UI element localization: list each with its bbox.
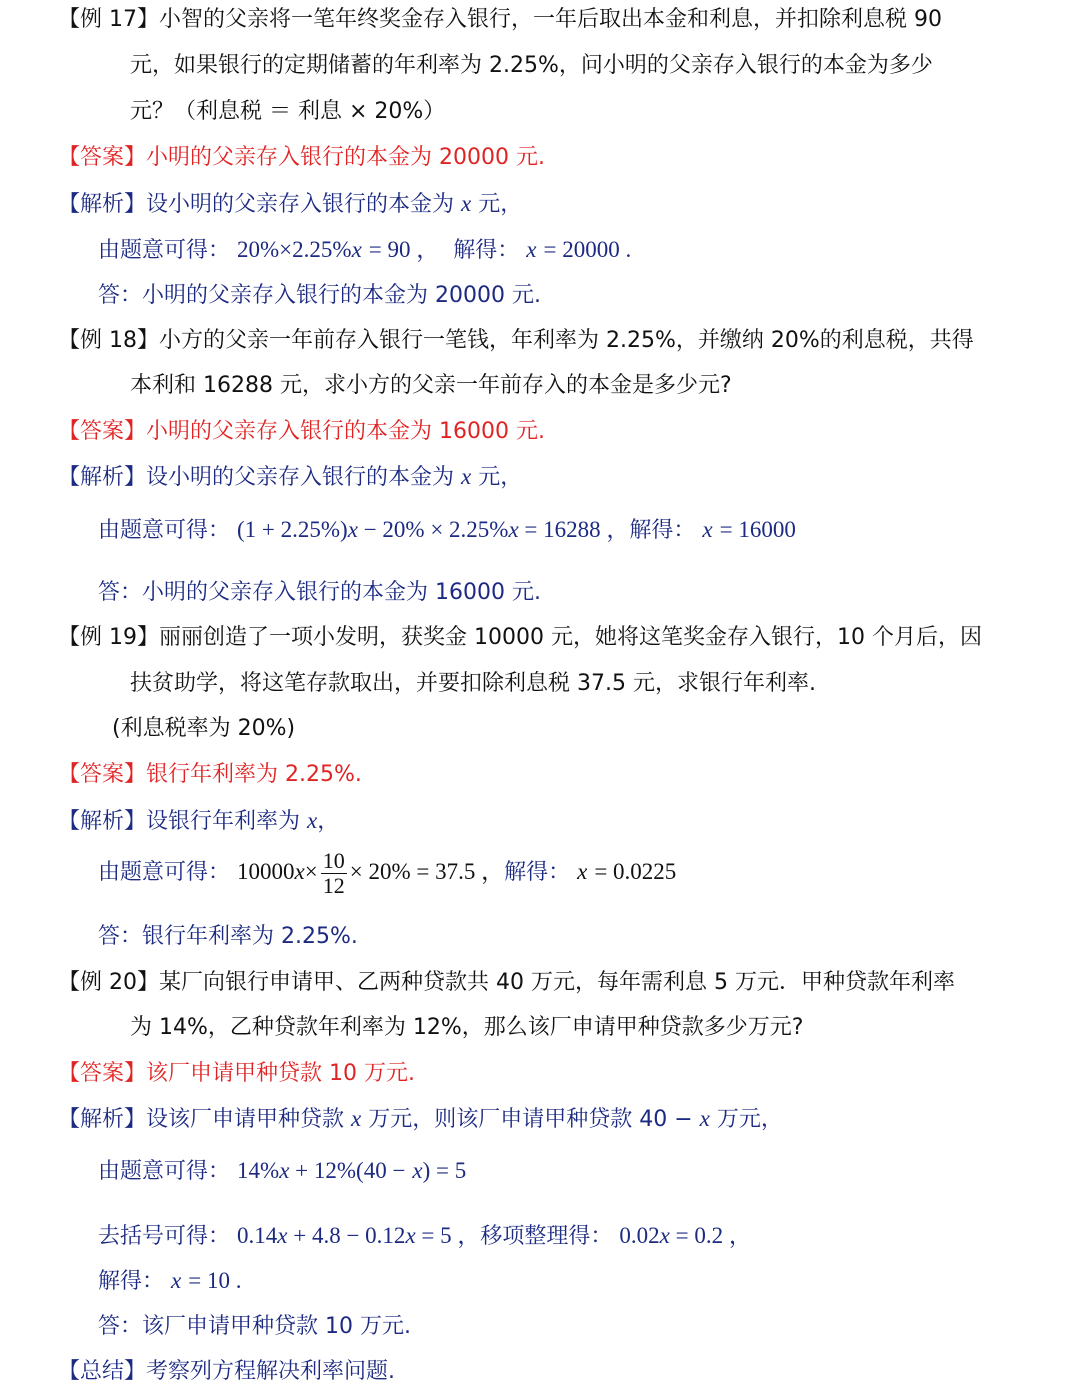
solve-label: 解得： xyxy=(453,238,520,263)
times-sign: × xyxy=(304,859,318,884)
example-20-line-2: 为 14%，乙种贷款年利率为 12%，那么该厂申请甲种贷款多少万元? xyxy=(130,1015,804,1040)
analysis-label: 【解析】 xyxy=(58,1107,147,1132)
equation: 0.14 xyxy=(237,1223,278,1248)
var-x: x xyxy=(277,1223,288,1248)
var-x: x xyxy=(412,1158,423,1183)
answer-18 xyxy=(58,417,545,447)
equation-17 xyxy=(98,235,631,266)
equation-18 xyxy=(98,515,796,546)
equation: + 12%(40 − xyxy=(289,1158,406,1183)
analysis-text: ， xyxy=(317,809,340,834)
summary xyxy=(58,1357,395,1387)
answer-20 xyxy=(58,1059,415,1089)
var-x: x xyxy=(347,517,358,542)
equation: (1 + 2.25%) xyxy=(237,517,348,542)
analysis-text: 元， xyxy=(478,465,523,490)
summary-text: 考察列方程解决利率问题. xyxy=(146,1359,396,1384)
problem-text: 小智的父亲将一笔年终奖金存入银行，一年后取出本金和利息，并扣除利息税 90 xyxy=(159,7,942,32)
answer-19 xyxy=(58,760,362,790)
equation: = 16288 ， xyxy=(518,517,630,542)
eq-label: 由题意可得： xyxy=(98,1159,231,1184)
var-x: x xyxy=(405,1223,416,1248)
example-label: 【例 18】 xyxy=(58,328,159,353)
answer-label: 【答案】 xyxy=(58,762,147,787)
eq-label: 由题意可得： xyxy=(98,238,231,263)
answer-label: 【答案】 xyxy=(58,1061,147,1086)
analysis-label: 【解析】 xyxy=(58,192,147,217)
step-label: 去括号可得： xyxy=(98,1224,231,1249)
analysis-17 xyxy=(58,189,522,220)
final-answer-17: 答：小明的父亲存入银行的本金为 20000 元. xyxy=(98,283,541,308)
eq-label: 由题意可得： xyxy=(98,860,231,885)
analysis-text: 设银行年利率为 xyxy=(146,809,301,834)
example-18-line-2: 本利和 16288 元，求小方的父亲一年前存入的本金是多少元? xyxy=(130,373,732,398)
analysis-18 xyxy=(58,462,522,493)
var-x: x xyxy=(702,517,713,542)
fraction xyxy=(321,849,347,898)
var-x: x xyxy=(351,237,362,262)
var-x: x xyxy=(351,1106,362,1131)
answer-text: 小明的父亲存入银行的本金为 16000 元. xyxy=(146,419,545,444)
var-x: x xyxy=(461,191,472,216)
solution: = 20000 . xyxy=(543,237,632,262)
var-x: x xyxy=(461,464,472,489)
solve-label: 解得： xyxy=(629,518,696,543)
analysis-text: 设该厂申请甲种贷款 xyxy=(146,1107,345,1132)
analysis-20 xyxy=(58,1104,783,1135)
example-label: 【例 19】 xyxy=(58,625,159,650)
example-19-line-2: 扶贫助学，将这笔存款取出，并要扣除利息税 37.5 元，求银行年利率. xyxy=(130,671,816,696)
answer-17 xyxy=(58,143,545,173)
example-label: 【例 17】 xyxy=(58,7,159,32)
equation: ) = 5 xyxy=(422,1158,467,1183)
equation: 14% xyxy=(237,1158,280,1183)
eq-label: 由题意可得： xyxy=(98,518,231,543)
answer-text: 银行年利率为 2.25%. xyxy=(146,762,362,787)
analysis-text: 元， xyxy=(478,192,523,217)
summary-label: 【总结】 xyxy=(58,1359,147,1384)
var-x: x xyxy=(279,1158,290,1183)
equation: × 20% = 37.5 ， xyxy=(349,859,505,884)
solution: = 0.0225 xyxy=(594,859,677,884)
solution: = 10 . xyxy=(188,1268,242,1293)
var-x: x xyxy=(294,859,305,884)
example-18-line-1 xyxy=(58,326,974,356)
final-answer-18: 答：小明的父亲存入银行的本金为 16000 元. xyxy=(98,580,541,605)
denominator: 12 xyxy=(322,872,345,898)
var-x: x xyxy=(699,1106,710,1131)
analysis-text: 万元，则该厂申请甲种贷款 40 − xyxy=(368,1107,693,1132)
numerator: 10 xyxy=(322,847,345,873)
analysis-label: 【解析】 xyxy=(58,465,147,490)
equation-19 xyxy=(98,846,676,899)
final-answer-20: 答：该厂申请甲种贷款 10 万元. xyxy=(98,1314,411,1339)
example-label: 【例 20】 xyxy=(58,970,159,995)
answer-label: 【答案】 xyxy=(58,419,147,444)
answer-text: 该厂申请甲种贷款 10 万元. xyxy=(146,1061,415,1086)
equation: = 0.2 ， xyxy=(669,1223,752,1248)
equation: = 90 ， xyxy=(368,237,440,262)
analysis-text: 设小明的父亲存入银行的本金为 xyxy=(146,192,455,217)
problem-text: 小方的父亲一年前存入银行一笔钱，年利率为 2.25%，并缴纳 20%的利息税，共得 xyxy=(159,328,974,353)
var-x: x xyxy=(659,1223,670,1248)
example-20-line-1 xyxy=(58,968,955,998)
analysis-19 xyxy=(58,806,339,837)
solve-label: 解得： xyxy=(504,860,571,885)
analysis-label: 【解析】 xyxy=(58,809,147,834)
analysis-text: 万元， xyxy=(716,1107,783,1132)
example-17-line-3: 元？（利息税 ＝ 利息 × 20%） xyxy=(130,99,446,124)
var-x: x xyxy=(577,859,588,884)
equation: 0.02 xyxy=(619,1223,660,1248)
answer-label: 【答案】 xyxy=(58,145,147,170)
example-19-line-1 xyxy=(58,623,982,653)
solve-20 xyxy=(98,1266,241,1297)
equation: = 5 ， xyxy=(415,1223,481,1248)
final-answer-19: 答：银行年利率为 2.25%. xyxy=(98,924,358,949)
problem-text: 某厂向银行申请甲、乙两种贷款共 40 万元，每年需利息 5 万元．甲种贷款年利率 xyxy=(159,970,955,995)
var-x: x xyxy=(526,237,537,262)
analysis-text: 设小明的父亲存入银行的本金为 xyxy=(146,465,455,490)
example-17-line-1 xyxy=(58,5,942,35)
var-x: x xyxy=(307,808,318,833)
equation-20 xyxy=(98,1156,466,1187)
equation: 10000 xyxy=(237,859,295,884)
move-label: 移项整理得： xyxy=(480,1224,613,1249)
solution: = 16000 xyxy=(719,517,796,542)
example-17-line-2: 元，如果银行的定期储蓄的年利率为 2.25%，问小明的父亲存入银行的本金为多少 xyxy=(130,53,933,78)
var-x: x xyxy=(508,517,519,542)
solve-label: 解得： xyxy=(98,1269,165,1294)
step-20 xyxy=(98,1221,752,1252)
equation: − 20% × 2.25% xyxy=(357,517,509,542)
problem-text: 丽丽创造了一项小发明，获奖金 10000 元，她将这笔奖金存入银行，10 个月后，因 xyxy=(159,625,982,650)
example-19-line-3: (利息税率为 20%) xyxy=(112,716,296,741)
equation: + 4.8 − 0.12 xyxy=(287,1223,406,1248)
answer-text: 小明的父亲存入银行的本金为 20000 元. xyxy=(146,145,545,170)
equation: 20%×2.25% xyxy=(237,237,352,262)
var-x: x xyxy=(171,1268,182,1293)
